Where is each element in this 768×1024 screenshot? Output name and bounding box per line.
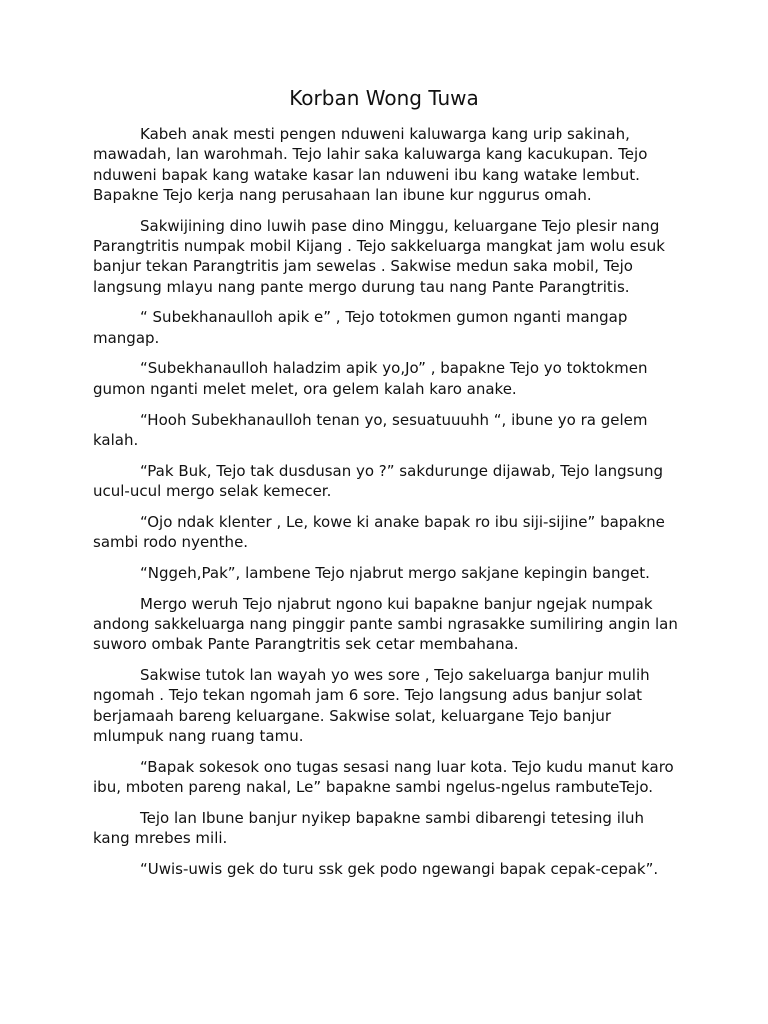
paragraph: Tejo lan Ibune banjur nyikep bapakne sambi dibarengi tetesing iluh kang mrebes mili. [93,808,645,848]
paragraph: “Nggeh,Pak”, lambene Tejo njabrut mergo sakjane kepingin banget. [140,563,650,582]
paragraph: “ Subekhanaulloh apik e” , Tejo totokmen gumon nganti mangap mangap. [93,308,628,347]
paragraph: “Pak Buk, Tejo tak dusdusan yo ?” sakdurunge dijawab, Tejo langsung ucul-ucul mergo selak kemecer. [93,461,663,500]
paragraph: “Uwis-uwis gek do turu ssk gek podo ngewangi bapak cepak-cepak”. [140,859,659,878]
paragraph: Mergo weruh Tejo njabrut ngono kui bapakne banjur ngejak numpak andong sakkeluarga nang pinggir pante sambi ngrasakke sumiliring angin lan suworo ombak Pante Parangtritis sek cetar membahana. [93,594,678,654]
paragraph: Sakwijining dino luwih pase dino Minggu, keluargane Tejo plesir nang Parangtritis numpak mobil Kijang . Tejo sakkeluarga mangkat jam wolu esuk banjur tekan Parangtritis jam sewelas . Sakwise medun saka mobil, Tejo langsung mlayu nang pante mergo durung tau nang Pante Parangtritis. [93,216,665,296]
paragraph: “Hooh Subekhanaulloh tenan yo, sesuatuuuhh “, ibune yo ra gelem kalah. [93,410,648,449]
paragraph: “Bapak sokesok ono tugas sesasi nang luar kota. Tejo kudu manut karo ibu, mboten pareng nakal, Le” bapakne sambi ngelus-ngelus rambuteTejo. [93,757,674,797]
paragraph: Sakwise tutok lan wayah yo wes sore , Tejo sakeluarga banjur mulih ngomah . Tejo tekan ngomah jam 6 sore. Tejo langsung adus banjur solat berjamaah bareng keluargane. Sakwise solat, keluargane Tejo banjur mlumpuk nang ruang tamu. [93,666,650,745]
paragraph: Kabeh anak mesti pengen nduweni kaluwarga kang urip sakinah, mawadah, lan warohmah. Tejo lahir saka kaluwarga kang kacukupan. Tejo nduweni bapak kang watake kasar lan nduweni ibu kang watake lembut. Bapakne Tejo kerja nang perusahaan lan ibune kur nggurus omah. [93,125,648,204]
document-title: Korban Wong Tuwa [289,86,479,110]
document-body [93,124,683,890]
paragraph: “Subekhanaulloh haladzim apik yo,Jo” , bapakne Tejo yo toktokmen gumon nganti melet melet, ora gelem kalah karo anake. [93,359,648,398]
paragraph: “Ojo ndak klenter , Le, kowe ki anake bapak ro ibu siji-sijine” bapakne sambi rodo nyenthe. [93,512,665,552]
